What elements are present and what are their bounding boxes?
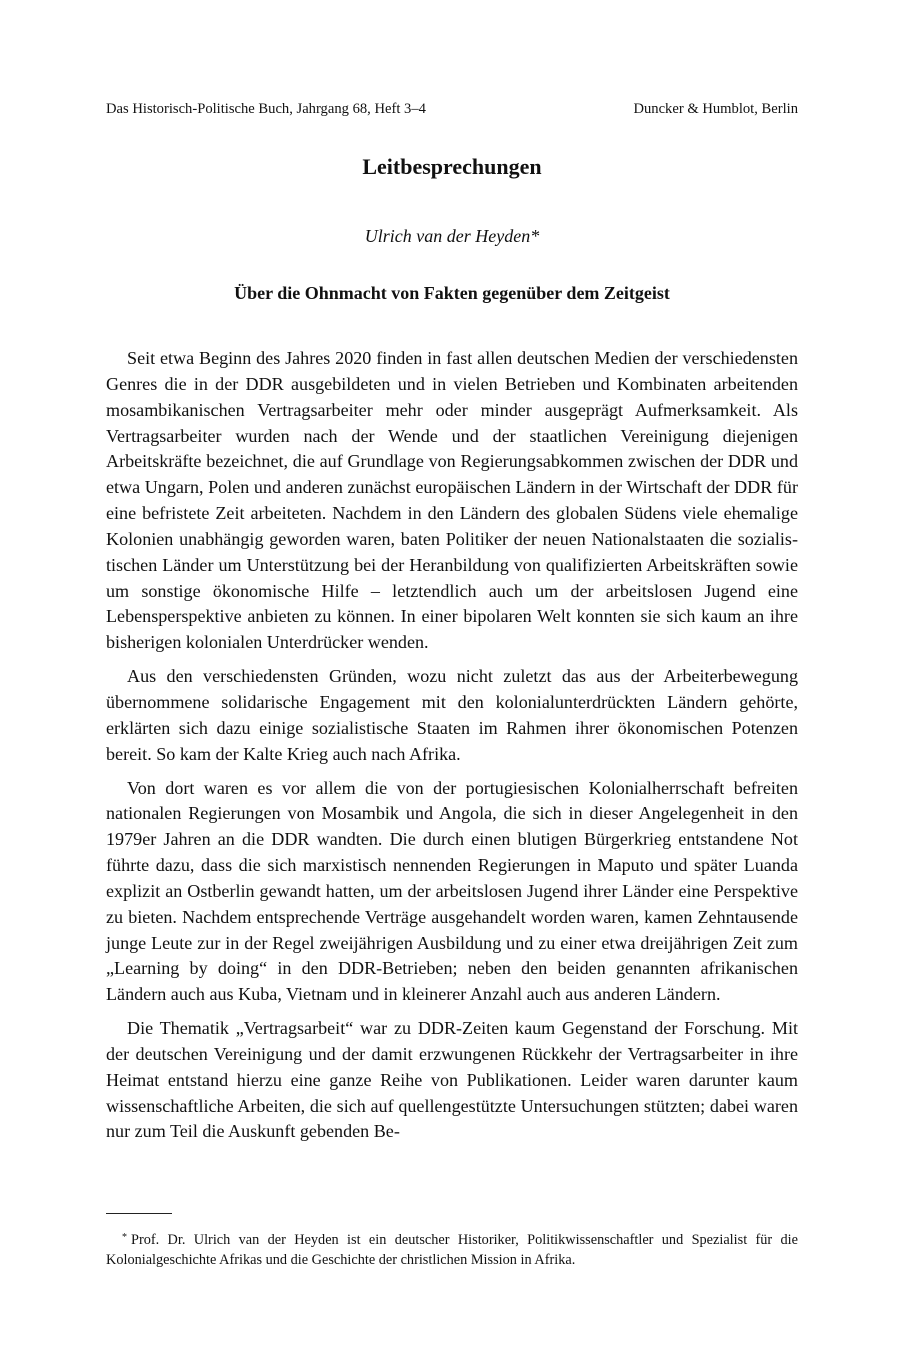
body-paragraph: Seit etwa Beginn des Jahres 2020 finden in fast allen deutschen Medien der verschiedensten Genres die in der DDR ausgebildeten und in vielen Betrieben und Kombinaten arbeitenden mosambikanischen Vertragsarbeiter mehr oder minder ausgeprägt Aufmerksamkeit. Als Vertragsarbeiter wurden nach der Wende und der staatlichen Vereinigung diejenigen Arbeitskräfte bezeichnet, die auf Grundlage von Regierungsabkommen zwischen der DDR und etwa Ungarn, Polen und anderen zunächst europäischen Ländern in der Wirtschaft der DDR für eine befristete Zeit arbeiteten. Nachdem in den Ländern des globalen Südens viele ehemalige Kolonien unabhängig geworden waren, baten Politiker der neuen Nationalstaaten die sozialistischen Länder um Unterstützung bei der Heranbildung von qualifizierten Arbeitskräften sowie um sonstige ökonomische Hilfe – letztendlich auch um der arbeitslosen Jugend eine Lebensperspektive anbieten zu können. In einer bipolaren Welt konnten sie sich kaum an ihre bisherigen kolonialen Unterdrücker wenden. xyxy=(106,348,798,653)
footnote-mark: * xyxy=(122,1232,127,1243)
running-head xyxy=(106,101,798,118)
publisher: Duncker & Humblot, Berlin xyxy=(633,101,798,117)
footnote xyxy=(106,1228,798,1270)
section-title: Leitbesprechungen xyxy=(362,154,542,179)
body-paragraph: Die Thematik „Vertragsarbeit“ war zu DDR-Zeiten kaum Gegenstand der Forschung. Mit der deutschen Vereinigung und der damit erzwungenen Rückkehr der Vertragsarbeiter in ihre Heimat entstand hierzu eine ganze Reihe von Publikationen. Leider waren darunter kaum wissenschaftliche Arbeiten, die sich auf quellengestützte Untersuchungen stützten; dabei waren nur zum Teil die Auskunft gebenden Be- xyxy=(106,1018,798,1142)
author-name: Ulrich van der Heyden* xyxy=(364,226,540,246)
footnote-text: Prof. Dr. Ulrich van der Heyden ist ein deutscher Historiker, Politikwissenschaftler und Spezialist für die Kolonialgeschichte Afrikas und die Geschichte der christlichen Mission in Afrika. xyxy=(106,1232,798,1268)
journal-citation: Das Historisch-Politische Buch, Jahrgang 68, Heft 3–4 xyxy=(106,101,426,117)
footnote-rule xyxy=(106,1213,172,1214)
article-title: Über die Ohnmacht von Fakten gegenüber dem Zeitgeist xyxy=(234,283,670,303)
body-paragraph: Von dort waren es vor allem die von der portugiesischen Kolonialherrschaft befreiten nationalen Regierungen von Mosambik und Angola, die sich in dieser Angelegenheit in den 1979er Jahren an die DDR wandten. Die durch einen blutigen Bürgerkrieg entstandene Not führte dazu, dass die sich marxistisch nennenden Regierungen in Maputo und später Luanda explizit an Ostberlin gewandt hatten, um der arbeitslosen Jugend ihrer Länder eine Perspektive zu bieten. Nachdem entsprechende Verträge ausgehandelt worden waren, kamen Zehntausende junge Leute zur in der Regel zweijährigen Ausbildung und zu einer etwa dreijährigen Zeit zum „Learning by doing“ in den DDR-Betrieben; neben den beiden genannten afrikanischen Ländern auch aus Kuba, Vietnam und in kleinerer Anzahl auch aus anderen Ländern. xyxy=(106,777,798,1005)
body-paragraph: Aus den verschiedensten Gründen, wozu nicht zuletzt das aus der Arbeiterbewegung übernommene solidarische Engagement mit den kolonialunterdrückten Ländern gehörte, erklärten sich dazu einige sozialistische Staaten im Rahmen ihrer ökonomischen Potenzen bereit. So kam der Kalte Krieg auch nach Afrika. xyxy=(106,666,798,764)
article-body xyxy=(106,346,798,1153)
